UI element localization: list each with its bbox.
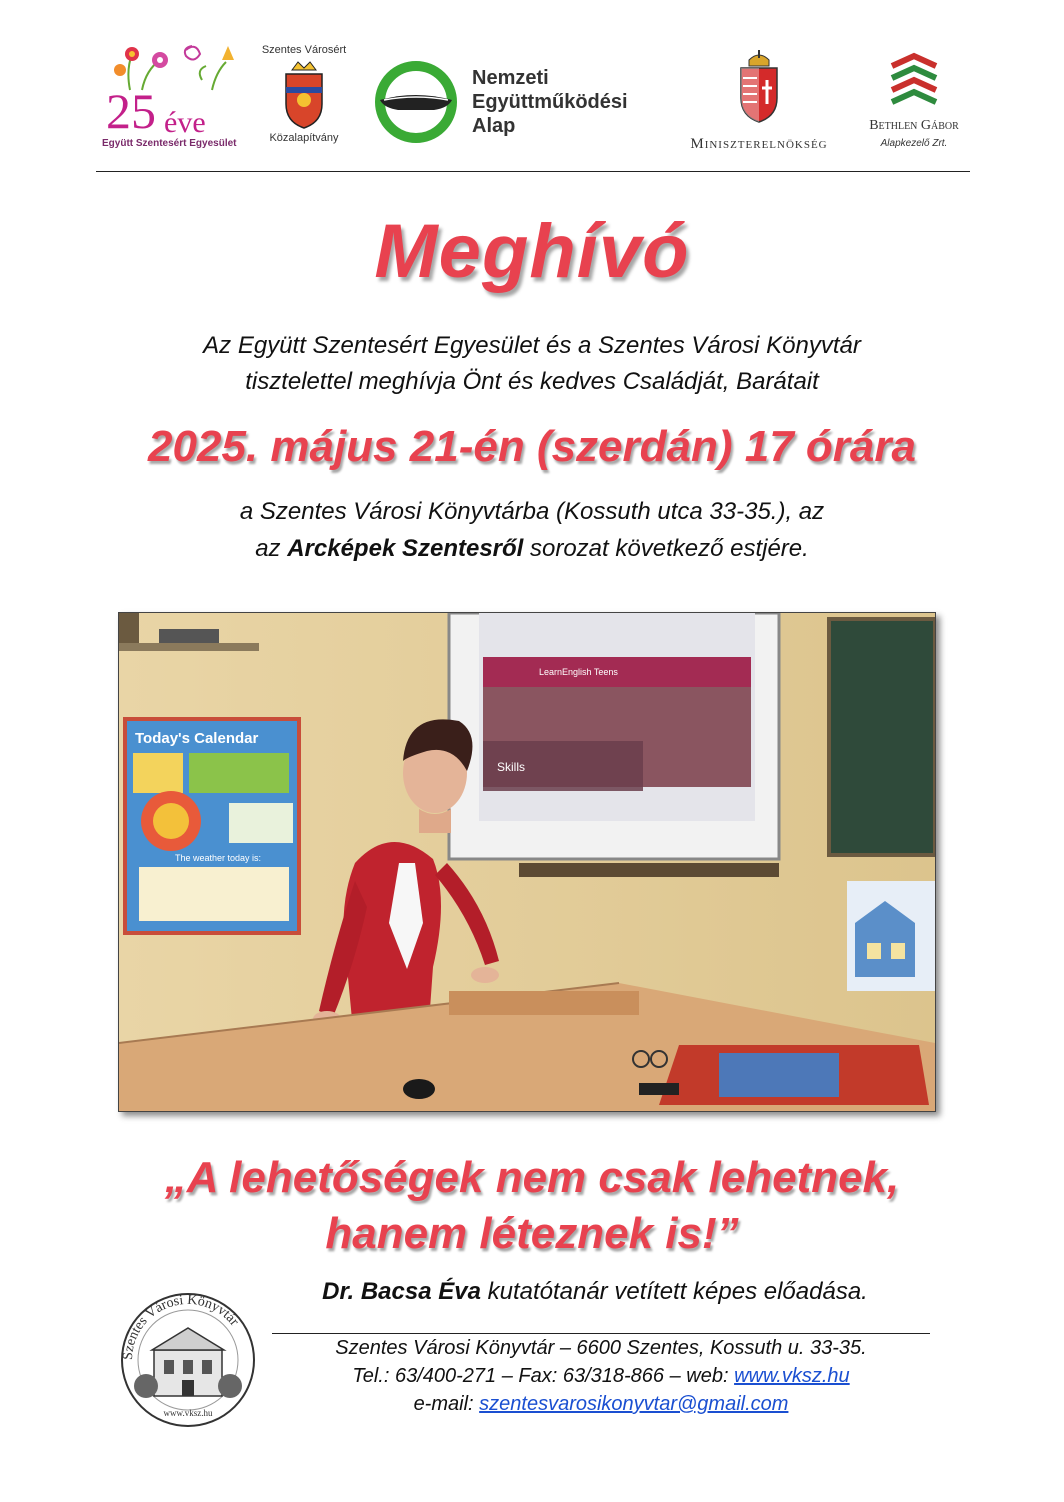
lecture-title-quote	[0, 1150, 1064, 1262]
miniszterelnokseg-text: Miniszterelnökség	[690, 136, 828, 152]
library-building-icon	[112, 1290, 264, 1430]
venue-line-2-pre: az	[255, 535, 288, 562]
bethlen-line2: Alapkezelő Zrt.	[880, 138, 948, 149]
nea-ring-icon	[374, 60, 458, 144]
slide-title: Skills	[497, 760, 526, 774]
event-date: 2025. május 21-én (szerdán) 17 órára	[148, 422, 916, 471]
lecture-rest: kutatótanár vetített képes előadása.	[480, 1278, 868, 1305]
kozalapitvany-top-text: Szentes Városért	[261, 44, 347, 56]
footer-phone-fax: Tel.: 63/400-271 – Fax: 63/318-866 – web:	[352, 1365, 735, 1387]
nea-line2: Együttműködési	[472, 91, 628, 113]
calendar-title: Today's Calendar	[135, 730, 259, 747]
venue-text	[0, 493, 1064, 567]
nea-logo	[374, 60, 674, 144]
nea-line1: Nemzeti	[472, 67, 549, 89]
venue-line-2	[0, 530, 1064, 567]
venue-line-2-post: sorozat következő estjére.	[523, 535, 809, 562]
stamp-ring-text: Szentes Városi Könyvtár	[120, 1292, 242, 1361]
intro-text	[0, 328, 1064, 400]
intro-line-2: tisztelettel meghívja Önt és kedves Családját, Barátait	[245, 368, 819, 395]
venue-line-1: a Szentes Városi Könyvtárba (Kossuth utca 33-35.), az	[239, 498, 825, 525]
page-title: Meghívó	[374, 209, 690, 294]
footer-email-line	[272, 1390, 930, 1418]
footer-contact	[272, 1334, 930, 1418]
footer-phone-line	[272, 1362, 930, 1390]
slide-brand: LearnEnglish Teens	[539, 667, 618, 677]
speaker-photo	[118, 612, 936, 1112]
kozalapitvany-bottom-text: Közalapítvány	[269, 132, 339, 144]
nea-line3: Alap	[472, 115, 516, 137]
anniversary-number: 25	[106, 83, 156, 139]
intro-line-1: Az Együtt Szentesért Egyesület és a Szentes Városi Könyvtár	[203, 332, 861, 359]
bethlen-gabor-logo	[860, 52, 968, 156]
weather-label: The weather today is:	[175, 853, 262, 863]
library-stamp	[112, 1290, 264, 1430]
footer-email-label: e-mail:	[413, 1393, 480, 1415]
hungarian-crest-icon	[729, 50, 789, 130]
miniszterelnokseg-logo	[676, 50, 842, 156]
bethlen-line1: Bethlen Gábor	[869, 118, 959, 133]
header-divider	[96, 171, 970, 172]
anniversary-word: éve	[164, 106, 206, 139]
speaker-name: Dr. Bacsa Éva	[322, 1278, 481, 1305]
egyutt-caption: Együtt Szentesért Egyesület	[102, 138, 237, 149]
email-link[interactable]: szentesvarosikonyvtar@gmail.com	[479, 1393, 789, 1415]
logo-row	[96, 40, 970, 168]
classroom-photo-illustration	[119, 613, 935, 1111]
egyutt-szentesert-logo	[102, 40, 244, 158]
website-link[interactable]: www.vksz.hu	[734, 1365, 850, 1387]
kozalapitvany-logo	[256, 40, 352, 152]
quote-line-2: hanem léteznek is!”	[325, 1209, 739, 1258]
footer-address: Szentes Városi Könyvtár – 6600 Szentes, Kossuth u. 33-35.	[335, 1337, 867, 1359]
series-name: Arcképek Szentesről	[287, 535, 524, 562]
quote-line-1: „A lehetőségek nem csak lehetnek,	[164, 1153, 900, 1202]
bethlen-chevron-icon	[886, 52, 942, 108]
stamp-url: www.vksz.hu	[163, 1408, 213, 1418]
